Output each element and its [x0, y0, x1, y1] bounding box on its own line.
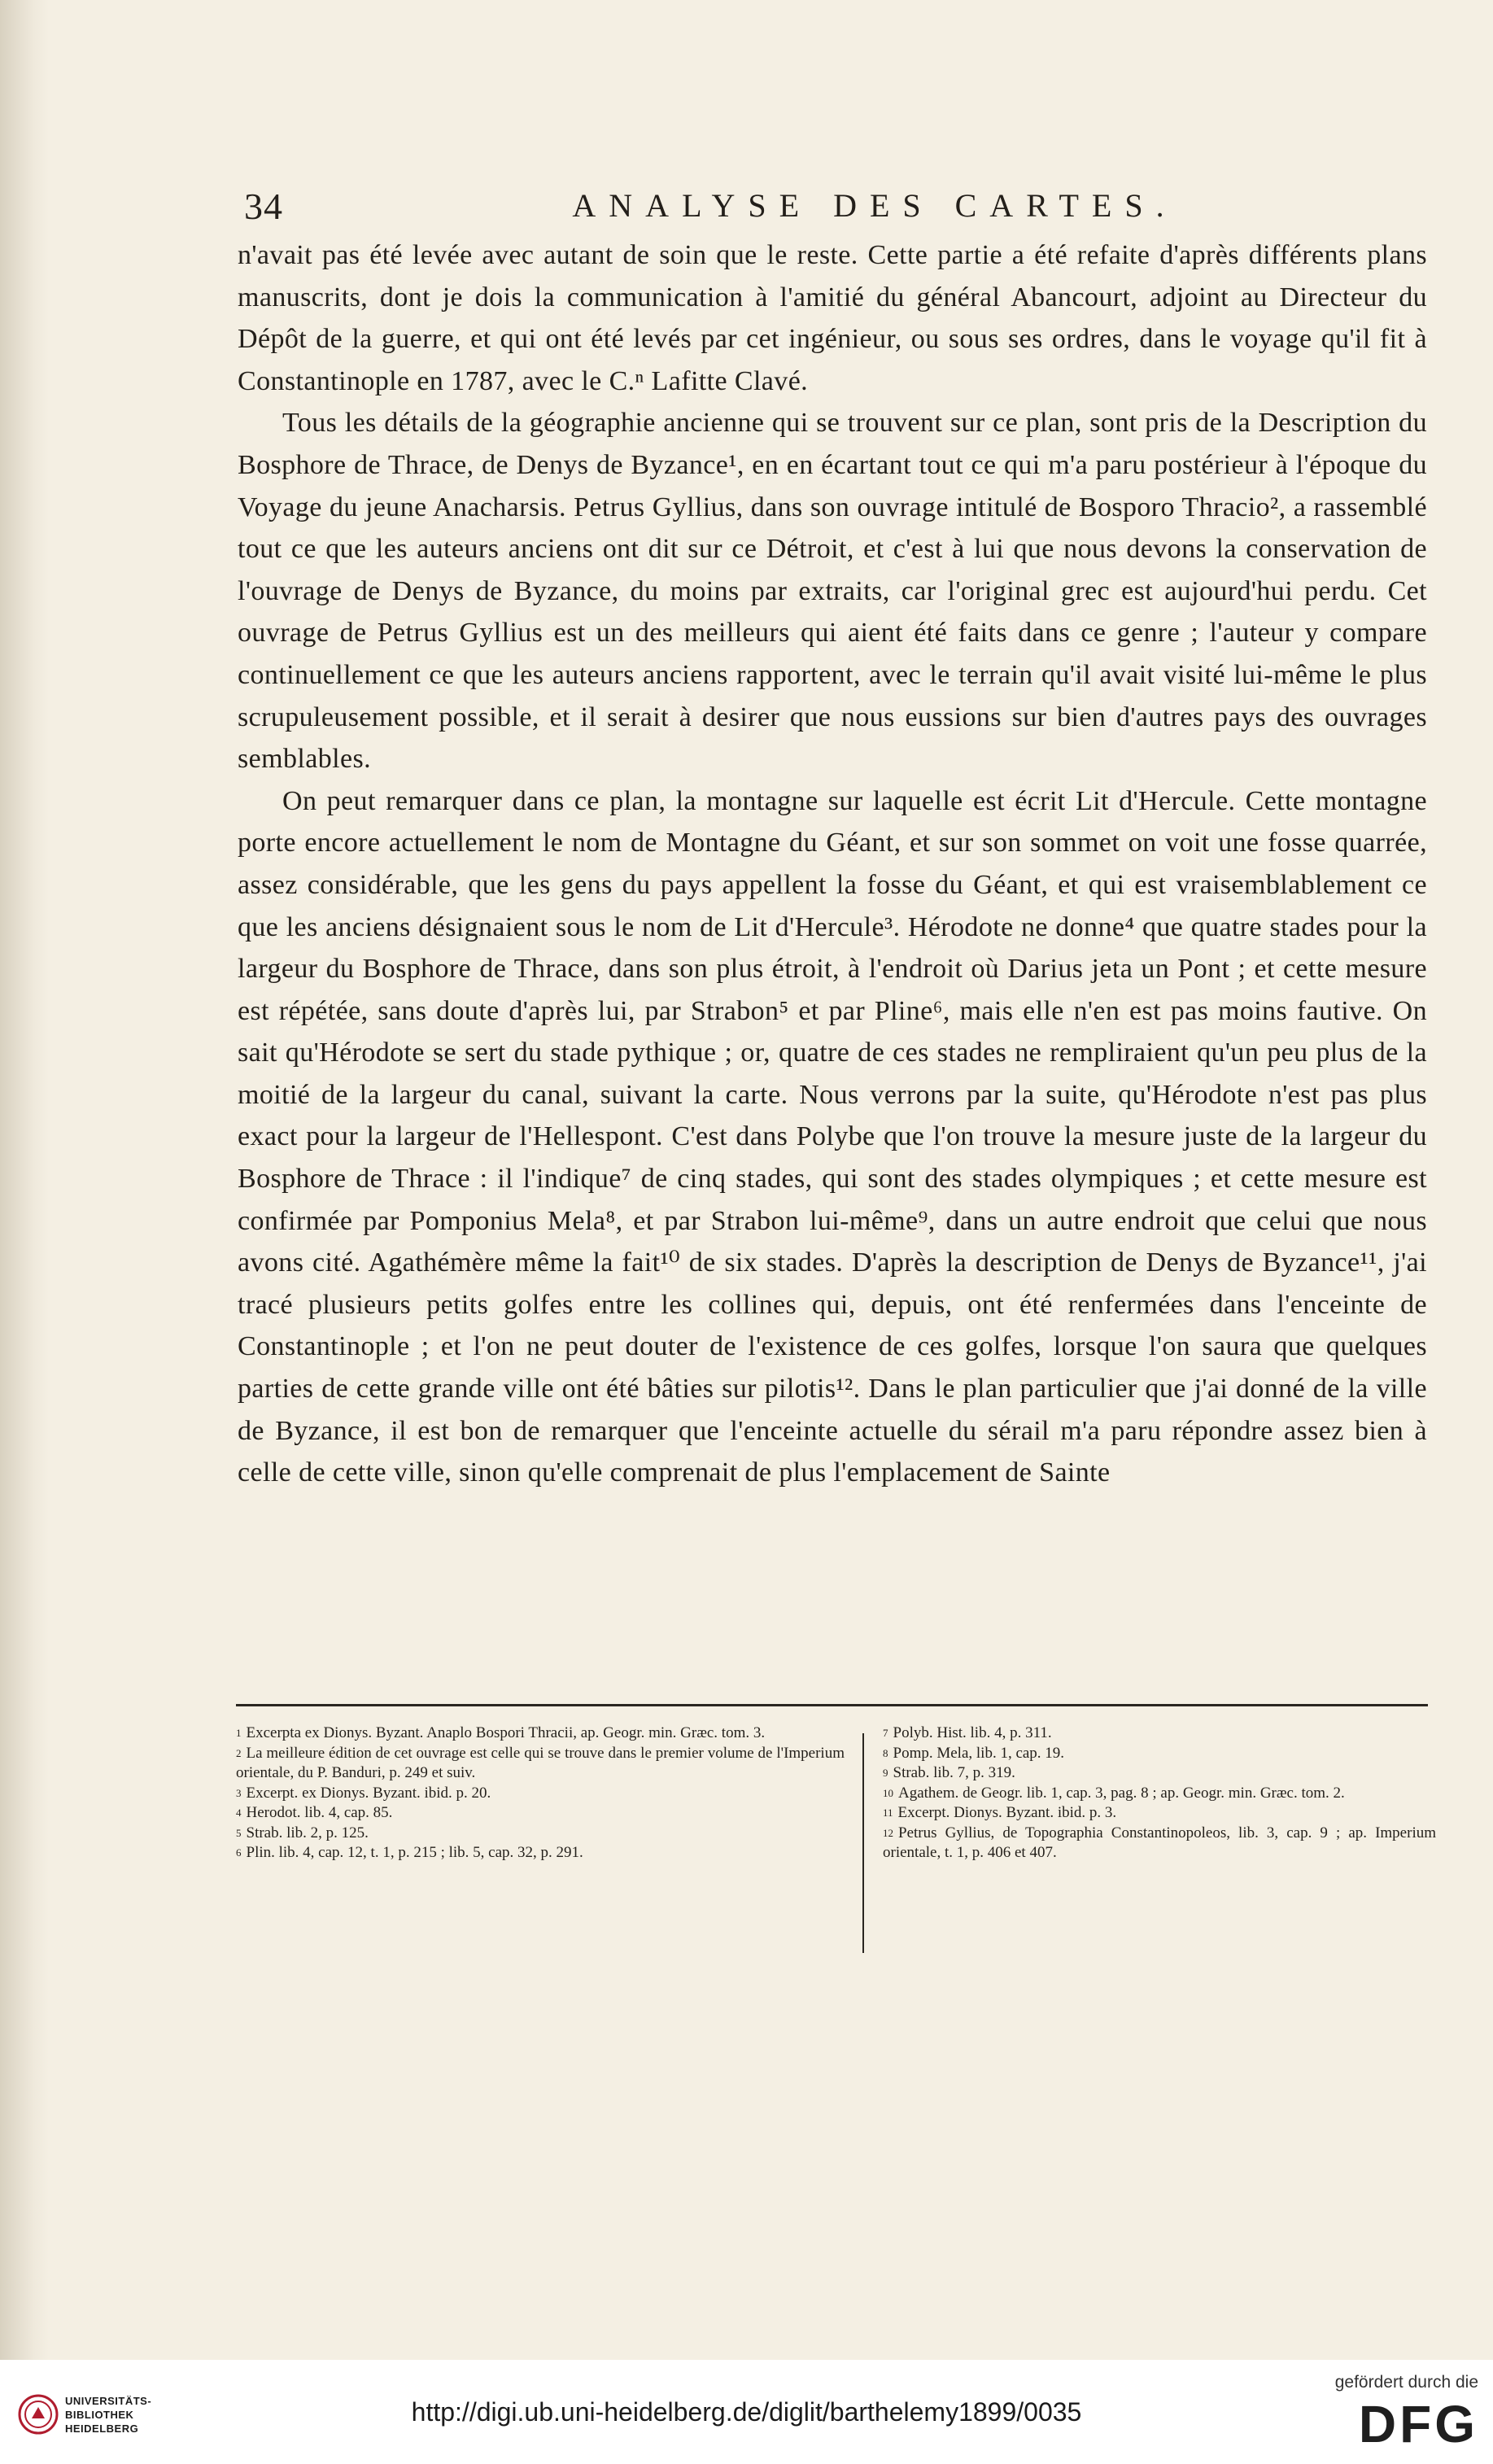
footnote-7 [883, 1723, 1436, 1744]
footnote-text: Excerpt. Dionys. Byzant. ibid. p. 3. [897, 1804, 1117, 1821]
footnote-number: 8 [883, 1746, 888, 1759]
footnotes-right-column [883, 1723, 1436, 1968]
footnote-text: Petrus Gyllius, de Topographia Constantinopoleos, lib. 3, cap. 9 ; ap. Imperium orientale, t. 1, p. 406 et 407. [883, 1824, 1436, 1861]
funding-label: gefördert durch die [1334, 2373, 1478, 2392]
footnote-column-divider [862, 1733, 864, 1953]
footnote-text: Strab. lib. 2, p. 125. [246, 1824, 369, 1841]
footnote-10 [883, 1784, 1436, 1804]
footnote-text: La meilleure édition de cet ouvrage est celle qui se trouve dans le premier volume de l'Imperium orientale, du P. Banduri, p. 249 et suiv. [236, 1744, 845, 1781]
footnote-8 [883, 1744, 1436, 1764]
university-name-line: UNIVERSITÄTS- [65, 2395, 152, 2407]
footnote-text: Agathem. de Geogr. lib. 1, cap. 3, pag. 8 ; ap. Geogr. min. Græc. tom. 2. [898, 1784, 1345, 1802]
source-url-link[interactable]: http://digi.ub.uni-heidelberg.de/diglit/barthelemy1899/0035 [411, 2397, 1082, 2427]
footnote-text: Pomp. Mela, lib. 1, cap. 19. [893, 1744, 1065, 1762]
footnote-text: Plin. lib. 4, cap. 12, t. 1, p. 215 ; lib. 5, cap. 32, p. 291. [246, 1844, 583, 1861]
footnote-4 [236, 1803, 845, 1824]
running-header [236, 183, 1432, 232]
footnote-number: 7 [883, 1727, 888, 1739]
footnote-5 [236, 1824, 845, 1844]
footnote-3 [236, 1784, 845, 1804]
university-name-line: HEIDELBERG [65, 2422, 139, 2435]
footnotes-left-column [236, 1723, 845, 1968]
footnote-number: 9 [883, 1767, 888, 1779]
footnote-12 [883, 1824, 1436, 1863]
footnote-2 [236, 1744, 845, 1784]
dfg-logo[interactable]: DFG [1358, 2395, 1478, 2453]
footnote-6 [236, 1843, 845, 1863]
footnote-number: 11 [883, 1806, 893, 1819]
footnote-9 [883, 1763, 1436, 1784]
main-text [238, 234, 1427, 1683]
footnote-1 [236, 1723, 845, 1744]
footnote-number: 10 [883, 1786, 893, 1799]
footnote-text: Excerpta ex Dionys. Byzant. Anaplo Bospori Thracii, ap. Geogr. min. Græc. tom. 3. [246, 1724, 766, 1741]
footnote-text: Strab. lib. 7, p. 319. [893, 1764, 1015, 1781]
footnote-number: 4 [236, 1806, 242, 1819]
footnote-rule [236, 1704, 1428, 1706]
footnote-number: 3 [236, 1786, 242, 1799]
footnote-text: Herodot. lib. 4, cap. 85. [246, 1804, 393, 1821]
footnote-11 [883, 1803, 1436, 1824]
university-name-line: BIBLIOTHEK [65, 2409, 134, 2421]
page-number: 34 [244, 186, 283, 227]
paragraph-3: On peut remarquer dans ce plan, la montagne sur laquelle est écrit Lit d'Hercule. Cette montagne porte encore actuellement le nom de Montagne du Géant, et sur son sommet on voit une fosse quarrée, assez considérable, que les gens du pays appellent la fosse du Géant, et qui est vraisemblablement ce que les anciens désignaient sous le nom de Lit d'Hercule³. Hérodote ne donne⁴ que quatre stades pour la largeur du Bosphore de Thrace, dans son plus étroit, à l'endroit où Darius jeta un Pont ; et cette mesure est répétée, sans doute d'après lui, par Strabon⁵ et par Pline⁶, mais elle n'en est pas moins fautive. On sait qu'Hérodote se sert du stade pythique ; or, quatre de ces stades ne rempliraient qu'un peu plus de la moitié de la largeur du canal, suivant la carte. Nous verrons par la suite, qu'Hérodote n'est pas plus exact pour la largeur de l'Hellespont. C'est dans Polybe que l'on trouve la mesure juste de la largeur du Bosphore de Thrace : il l'indique⁷ de cinq stades, qui sont des stades olympiques ; et cette mesure est confirmée par Pomponius Mela⁸, et par Strabon lui-même⁹, dans un autre endroit que celui que nous avons cité. Agathémère même la fait¹⁰ de six stades. D'après la description de Denys de Byzance¹¹, j'ai tracé plusieurs petits golfes entre les collines qui, depuis, ont été renfermées dans l'enceinte de Constantinople ; et l'on ne peut douter de l'existence de ces golfes, lorsque l'on saura que quelques parties de cette grande ville ont été bâties sur pilotis¹². Dans le plan particulier que j'ai donné de la ville de Byzance, il est bon de remarquer que l'enceinte actuelle du sérail m'a paru répondre assez bien à celle de cette ville, sinon qu'elle comprenait de plus l'emplacement de Sainte [238, 785, 1427, 1488]
footnote-number: 5 [236, 1826, 242, 1839]
footnote-text: Polyb. Hist. lib. 4, p. 311. [893, 1724, 1052, 1741]
running-title: ANALYSE DES CARTES. [572, 187, 1177, 224]
footnote-number: 12 [883, 1826, 893, 1839]
paragraph-2: Tous les détails de la géographie ancienne qui se trouvent sur ce plan, sont pris de la Description du Bosphore de Thrace, de Denys de Byzance¹, en en écartant tout ce qui m'a paru postérieur à l'époque du Voyage du jeune Anacharsis. Petrus Gyllius, dans son ouvrage intitulé de Bosporo Thracio², a rassemblé tout ce que les auteurs anciens ont dit sur ce Détroit, et c'est à lui que nous devons la conservation de l'ouvrage de Denys de Byzance, du moins par extraits, car l'original grec est aujourd'hui perdu. Cet ouvrage de Petrus Gyllius est un des meilleurs qui aient été faits dans ce genre ; l'auteur y compare continuellement ce que les auteurs anciens rapportent, avec le terrain qu'il avait visité lui-même le plus scrupuleusement possible, et il serait à desirer que nous eussions sur bien d'autres pays des ouvrages semblables. [238, 408, 1427, 775]
footnote-number: 1 [236, 1727, 242, 1739]
footnote-number: 2 [236, 1746, 242, 1759]
viewer-footer [0, 2360, 1493, 2464]
footnote-number: 6 [236, 1846, 242, 1859]
footnote-text: Excerpt. ex Dionys. Byzant. ibid. p. 20. [246, 1784, 491, 1802]
paragraph-1: n'avait pas été levée avec autant de soin que le reste. Cette partie a été refaite d'après différents plans manuscrits, dont je dois la communication à l'amitié du général Abancourt, adjoint au Directeur du Dépôt de la guerre, et qui ont été levés par cet ingénieur, ou sous ses ordres, dans le voyage qu'il fit à Constantinople en 1787, avec le C.ⁿ Lafitte Clavé. [238, 240, 1427, 396]
